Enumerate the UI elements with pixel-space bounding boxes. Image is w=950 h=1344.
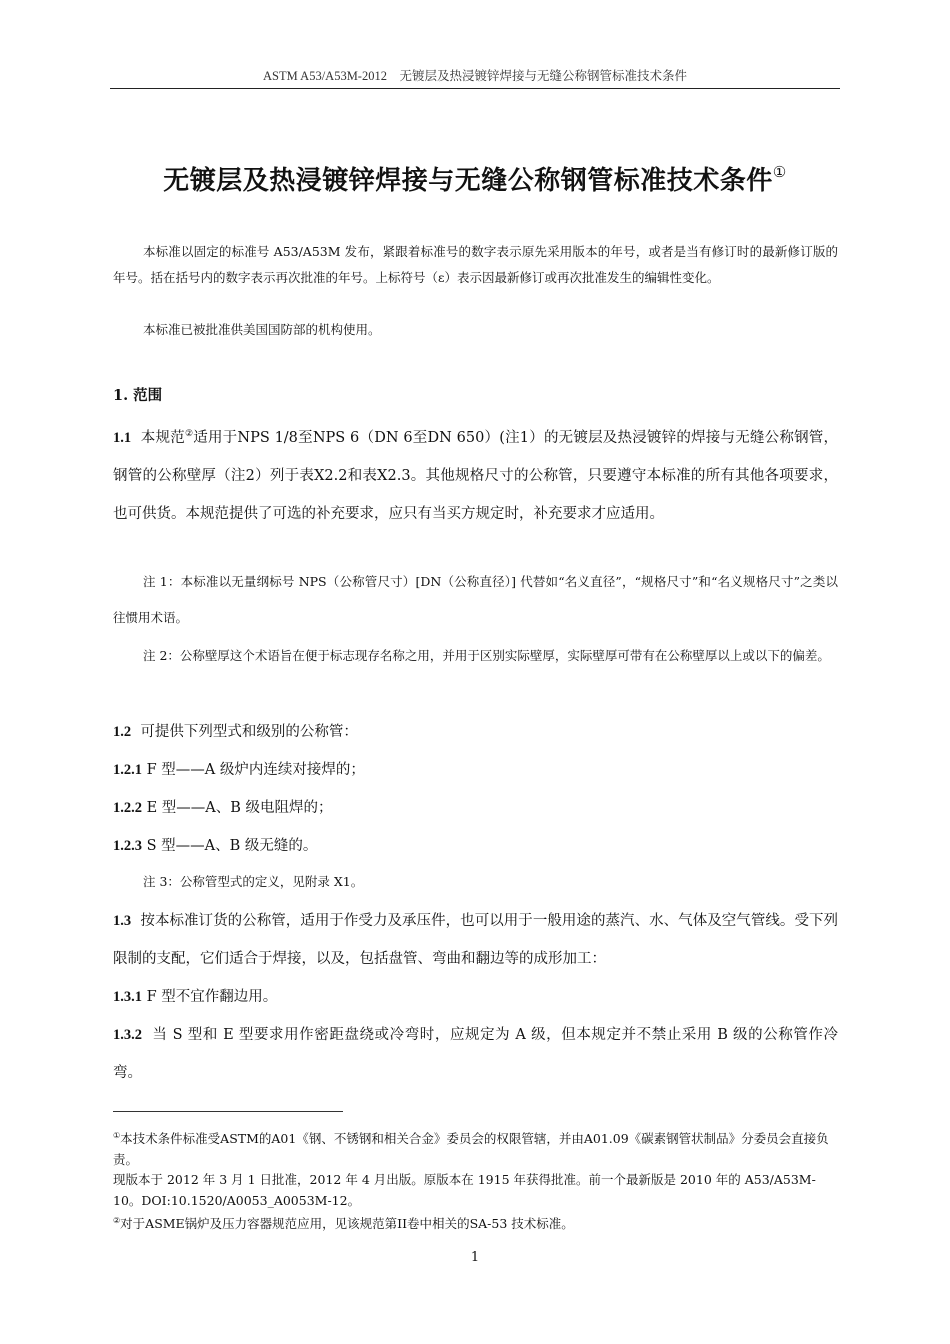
clause-number: 1.3.1 — [113, 989, 142, 1005]
clause-number: 1.2.2 — [113, 800, 142, 816]
intro-paragraph-dod: 本标准已被批准供美国国防部的机构使用。 — [143, 322, 381, 337]
clause-text: E 型——A、B 级电阻焊的； — [146, 800, 333, 816]
footnote-mark: ② — [113, 1216, 121, 1225]
clause-number: 1.1 — [113, 430, 132, 446]
section-heading-scope: 1. 范围 — [113, 387, 163, 404]
clause-text: S 型——A、B 级无缝的。 — [146, 838, 318, 854]
document-title — [110, 160, 840, 197]
intro-paragraph: 本标准以固定的标准号 A53/A53M 发布，紧跟着标准号的数字表示原先采用版本的年号，或者是当有修订时的最新修订版的年号。括在括号内的数字表示再次批准的年号。上标符号（ε）表示因最新修订或再次批准发生的编辑性变化。 — [113, 244, 838, 285]
clause-1-2 — [113, 713, 838, 751]
footnote-2 — [113, 1210, 838, 1234]
footnote-1 — [113, 1125, 838, 1170]
running-header: ASTM A53/A53M-2012 无镀层及热浸镀锌焊接与无缝公称钢管标准技术条件 — [263, 69, 687, 83]
footnote-1-history: 现版本于 2012 年 3 月 1 日批准，2012 年 4 月出版。原版本在 1915 年获得批准。前一个最新版是 2010 年的 A53/A53M-10。DOI:10.1520/A0053_A0053M-12。 — [113, 1172, 816, 1208]
clause-text: F 型——A 级炉内连续对接焊的； — [146, 762, 365, 778]
title-text: 无镀层及热浸镀锌焊接与无缝公称钢管标准技术条件 — [163, 166, 773, 196]
clause-text: 当 S 型和 E 型要求用作密距盘绕或冷弯时，应规定为 A 级，但本规定并不禁止采用 B 级的公称管作冷弯。 — [113, 1027, 839, 1081]
title-footnote-mark[interactable]: ① — [772, 163, 787, 181]
clause-number: 1.3 — [113, 913, 132, 929]
clause-1-3-1 — [113, 978, 838, 1016]
clause-text: F 型不宜作翻边用。 — [146, 989, 278, 1005]
note-2: 注 2：公称壁厚这个术语旨在便于标志现存名称之用，并用于区别实际壁厚，实际壁厚可带有在公称壁厚以上或以下的偏差。 — [143, 648, 830, 663]
clause-1-2-2 — [113, 789, 838, 827]
clause-1-2-3 — [113, 827, 838, 865]
footnote-text: 本技术条件标准受ASTM的A01《钢、不锈钢和相关合金》委员会的权限管辖，并由A01.09《碳素钢管状制品》分委员会直接负责。 — [113, 1131, 829, 1167]
clause-number: 1.2 — [113, 724, 132, 740]
clause-text: 按本标准订货的公称管，适用于作受力及承压件，也可以用于一般用途的蒸汽、水、气体及空气管线。受下列限制的支配，它们适合于焊接，以及，包括盘管、弯曲和翻边等的成形加工： — [113, 913, 839, 967]
clause-text: 可提供下列型式和级别的公称管： — [140, 724, 358, 740]
note-1: 注 1：本标准以无量纲标号 NPS（公称管尺寸）[DN（公称直径）] 代替如“名义直径”，“规格尺寸”和“名义规格尺寸”之类以往惯用术语。 — [113, 574, 838, 625]
note-3: 注 3：公称管型式的定义，见附录 X1。 — [143, 874, 364, 889]
footnote-text: 对于ASME锅炉及压力容器规范应用，见该规范第II卷中相关的SA-53 技术标准。 — [120, 1216, 574, 1231]
clause-text-pre: 本规范 — [140, 430, 185, 446]
clause-1-3-2 — [113, 1016, 838, 1092]
header-divider — [110, 88, 840, 89]
clause-number: 1.2.3 — [113, 838, 142, 854]
clause-number: 1.3.2 — [113, 1027, 142, 1043]
clause-1-1 — [113, 415, 838, 533]
clause-number: 1.2.1 — [113, 762, 142, 778]
footnote-mark: ① — [113, 1131, 121, 1140]
clause-text: 适用于NPS 1/8至NPS 6（DN 6至DN 650）(注1）的无镀层及热浸镀锌的焊接与无缝公称钢管，钢管的公称壁厚（注2）列于表X2.2和表X2.3。其他规格尺寸的公称管，只要遵守本标准的所有其他各项要求，也可供货。本规范提供了可选的补充要求，应只有当买方规定时，补充要求才应适用。 — [113, 430, 839, 522]
footnote-divider — [113, 1111, 343, 1112]
footnote-mark[interactable]: ② — [184, 429, 194, 439]
clause-1-3 — [113, 902, 838, 978]
clause-1-2-1 — [113, 751, 838, 789]
page-number: 1 — [470, 1250, 480, 1265]
